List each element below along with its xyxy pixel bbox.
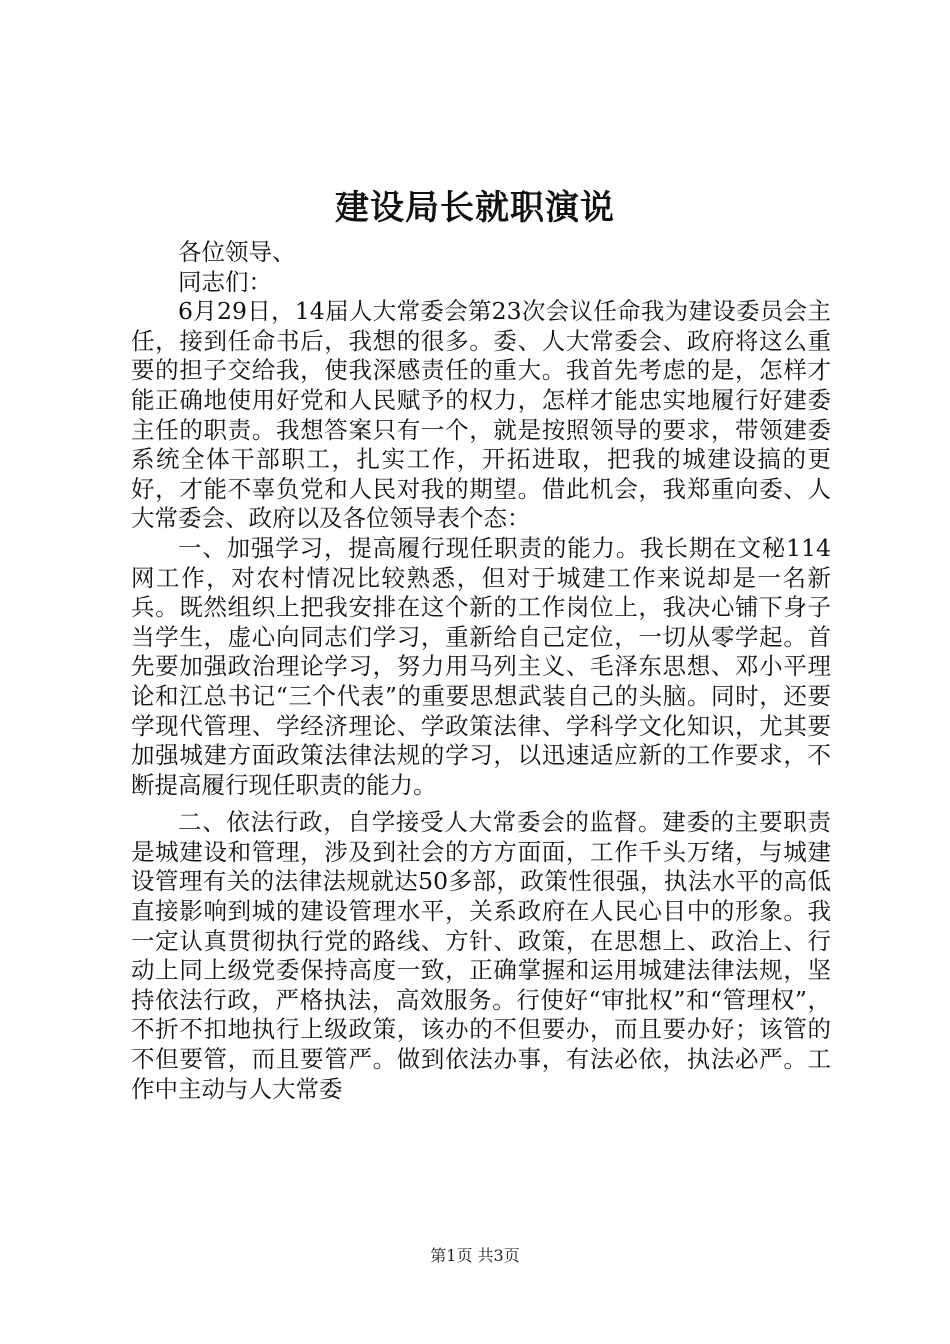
paragraph: 6月29日，14届人大常委会第23次会议任命我为建设委员会主任，接到任命书后，我想的很多。委、人大常委会、政府将这么重要的担子交给我，使我深感责任的重大。我首先考虑的是，怎样才能正确地使用好党和人民赋予的权力，怎样才能忠实地履行好建委主任的职责。我想答案只有一个，就是按照领导的要求，带领建委系统全体干部职工，扎实工作，开拓进取，把我的城建设搞的更好，才能不辜负党和人民对我的期望。借此机会，我郑重向委、人大常委会、政府以及各位领导表个态： xyxy=(131,297,831,533)
paragraph: 一、加强学习，提高履行现任职责的能力。我长期在文秘114网工作，对农村情况比较熟悉，但对于城建工作来说却是一名新兵。既然组织上把我安排在这个新的工作岗位上，我决心铺下身子当学生，虚心向同志们学习，重新给自己定位，一切从零学起。首先要加强政治理论学习，努力用马列主义、毛泽东思想、邓小平理论和江总书记“三个代表”的重要思想武装自己的头脑。同时，还要学现代管理、学经济理论、学政策法律、学科学文化知识，尤其要加强城建方面政策法律法规的学习，以迅速适应新的工作要求，不断提高履行现任职责的能力。 xyxy=(131,533,831,799)
document-body xyxy=(131,238,831,1104)
salutation-line: 同志们： xyxy=(178,267,272,296)
salutation-line: 各位领导、 xyxy=(178,238,296,266)
page-number: 第1页 共3页 xyxy=(430,1246,520,1265)
paragraph: 二、依法行政，自学接受人大常委会的监督。建委的主要职责是城建设和管理，涉及到社会的方方面面，工作千头万绪，与城建设管理有关的法律法规就达50多部，政策性很强，执法水平的高低直接影响到城的建设管理水平，关系政府在人民心目中的形象。我一定认真贯彻执行党的路线、方针、政策，在思想上、政治上、行动上同上级党委保持高度一致，正确掌握和运用城建法律法规，坚持依法行政，严格执法，高效服务。行使好“审批权”和“管理权”，不折不扣地执行上级政策，该办的不但要办，而且要办好；该管的不但要管，而且要管严。做到依法办事，有法必依，执法必严。工作中主动与人大常委 xyxy=(131,808,831,1103)
document-title: 建设局长就职演说 xyxy=(335,188,615,228)
